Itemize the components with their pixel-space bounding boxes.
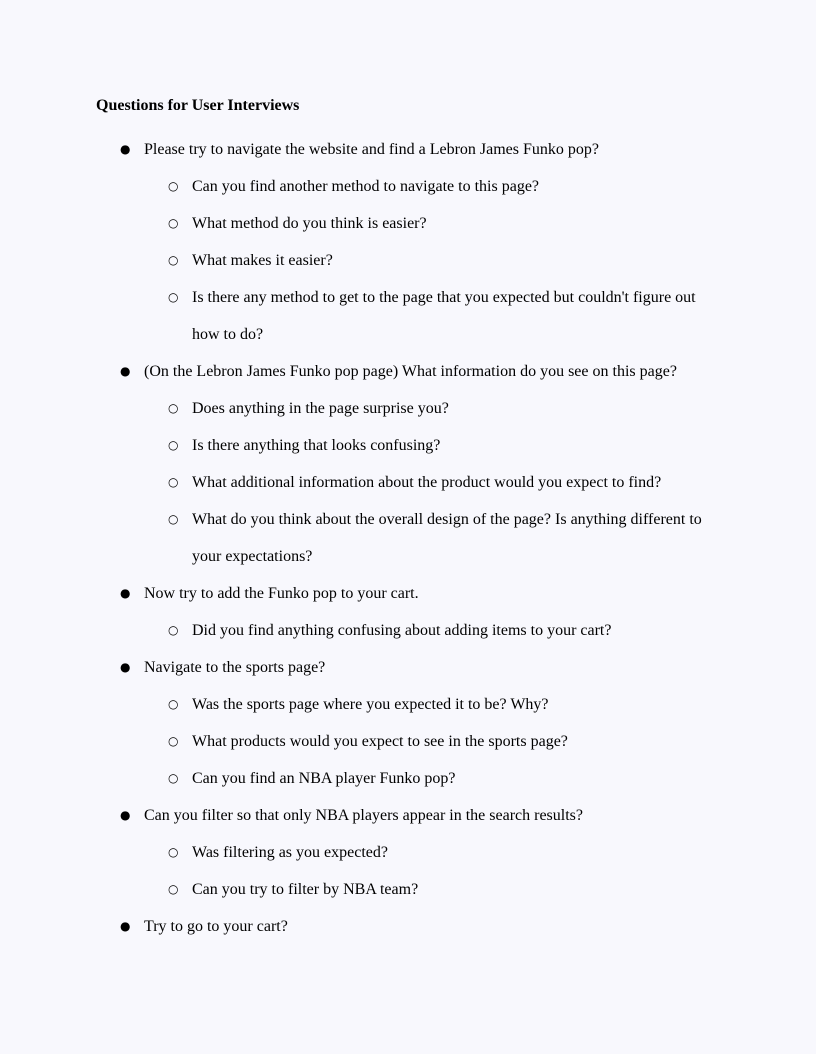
sub-question-list: [96, 612, 720, 649]
sub-question-item: [96, 427, 720, 464]
sub-question-item: [96, 168, 720, 205]
sub-question-list: [96, 686, 720, 797]
sub-question-text: Is there anything that looks confusing?: [192, 437, 441, 454]
sub-question-item: [96, 279, 720, 353]
sub-question-item: [96, 501, 720, 575]
filled-bullet-icon: ●: [120, 919, 131, 933]
sub-question-list: [96, 834, 720, 908]
hollow-bullet-icon: ○: [168, 216, 179, 230]
filled-bullet-icon: ●: [120, 142, 131, 156]
question-row: [96, 649, 720, 686]
filled-bullet-icon: ●: [120, 660, 131, 674]
sub-question-item: [96, 390, 720, 427]
question-text: (On the Lebron James Funko pop page) What information do you see on this page?: [144, 363, 677, 380]
document-title: Questions for User Interviews: [96, 97, 300, 114]
question-text: Now try to add the Funko pop to your cart.: [144, 585, 419, 602]
sub-question-item: [96, 723, 720, 760]
question-item: [96, 575, 720, 649]
sub-question-list: [96, 390, 720, 575]
question-row: [96, 131, 720, 168]
sub-question-item: [96, 871, 720, 908]
sub-question-text: Was filtering as you expected?: [192, 844, 388, 861]
sub-question-item: [96, 834, 720, 871]
question-text: Navigate to the sports page?: [144, 659, 326, 676]
hollow-bullet-icon: ○: [168, 475, 179, 489]
question-row: [96, 908, 720, 945]
hollow-bullet-icon: ○: [168, 882, 179, 896]
hollow-bullet-icon: ○: [168, 697, 179, 711]
hollow-bullet-icon: ○: [168, 438, 179, 452]
sub-question-item: [96, 242, 720, 279]
sub-question-item: [96, 464, 720, 501]
sub-question-text: Can you find an NBA player Funko pop?: [192, 770, 456, 787]
sub-question-text: Did you find anything confusing about adding items to your cart?: [192, 622, 612, 639]
sub-question-text: Can you try to filter by NBA team?: [192, 881, 419, 898]
hollow-bullet-icon: ○: [168, 771, 179, 785]
sub-question-text: What additional information about the product would you expect to find?: [192, 474, 662, 491]
hollow-bullet-icon: ○: [168, 253, 179, 267]
hollow-bullet-icon: ○: [168, 623, 179, 637]
hollow-bullet-icon: ○: [168, 734, 179, 748]
sub-question-item: [96, 205, 720, 242]
hollow-bullet-icon: ○: [168, 512, 179, 526]
sub-question-text: Was the sports page where you expected it to be? Why?: [192, 696, 549, 713]
sub-question-text: What makes it easier?: [192, 252, 333, 269]
question-item: [96, 797, 720, 908]
sub-question-text: What products would you expect to see in the sports page?: [192, 733, 568, 750]
question-row: [96, 797, 720, 834]
question-list: [96, 131, 720, 945]
question-item: [96, 353, 720, 575]
sub-question-text: What method do you think is easier?: [192, 215, 427, 232]
question-row: [96, 353, 720, 390]
filled-bullet-icon: ●: [120, 808, 131, 822]
question-row: [96, 575, 720, 612]
sub-question-text: Does anything in the page surprise you?: [192, 400, 449, 417]
sub-question-list: [96, 168, 720, 353]
hollow-bullet-icon: ○: [168, 845, 179, 859]
filled-bullet-icon: ●: [120, 586, 131, 600]
sub-question-text: What do you think about the overall design of the page? Is anything different to your expectations?: [192, 511, 702, 565]
hollow-bullet-icon: ○: [168, 290, 179, 304]
question-item: [96, 908, 720, 945]
hollow-bullet-icon: ○: [168, 401, 179, 415]
hollow-bullet-icon: ○: [168, 179, 179, 193]
sub-question-item: [96, 612, 720, 649]
question-text: Please try to navigate the website and find a Lebron James Funko pop?: [144, 141, 599, 158]
question-item: [96, 131, 720, 353]
sub-question-item: [96, 760, 720, 797]
sub-question-item: [96, 686, 720, 723]
filled-bullet-icon: ●: [120, 364, 131, 378]
sub-question-text: Is there any method to get to the page that you expected but couldn't figure out how to do?: [192, 289, 696, 343]
question-text: Can you filter so that only NBA players appear in the search results?: [144, 807, 583, 824]
question-text: Try to go to your cart?: [144, 918, 288, 935]
question-item: [96, 649, 720, 797]
sub-question-text: Can you find another method to navigate to this page?: [192, 178, 540, 195]
